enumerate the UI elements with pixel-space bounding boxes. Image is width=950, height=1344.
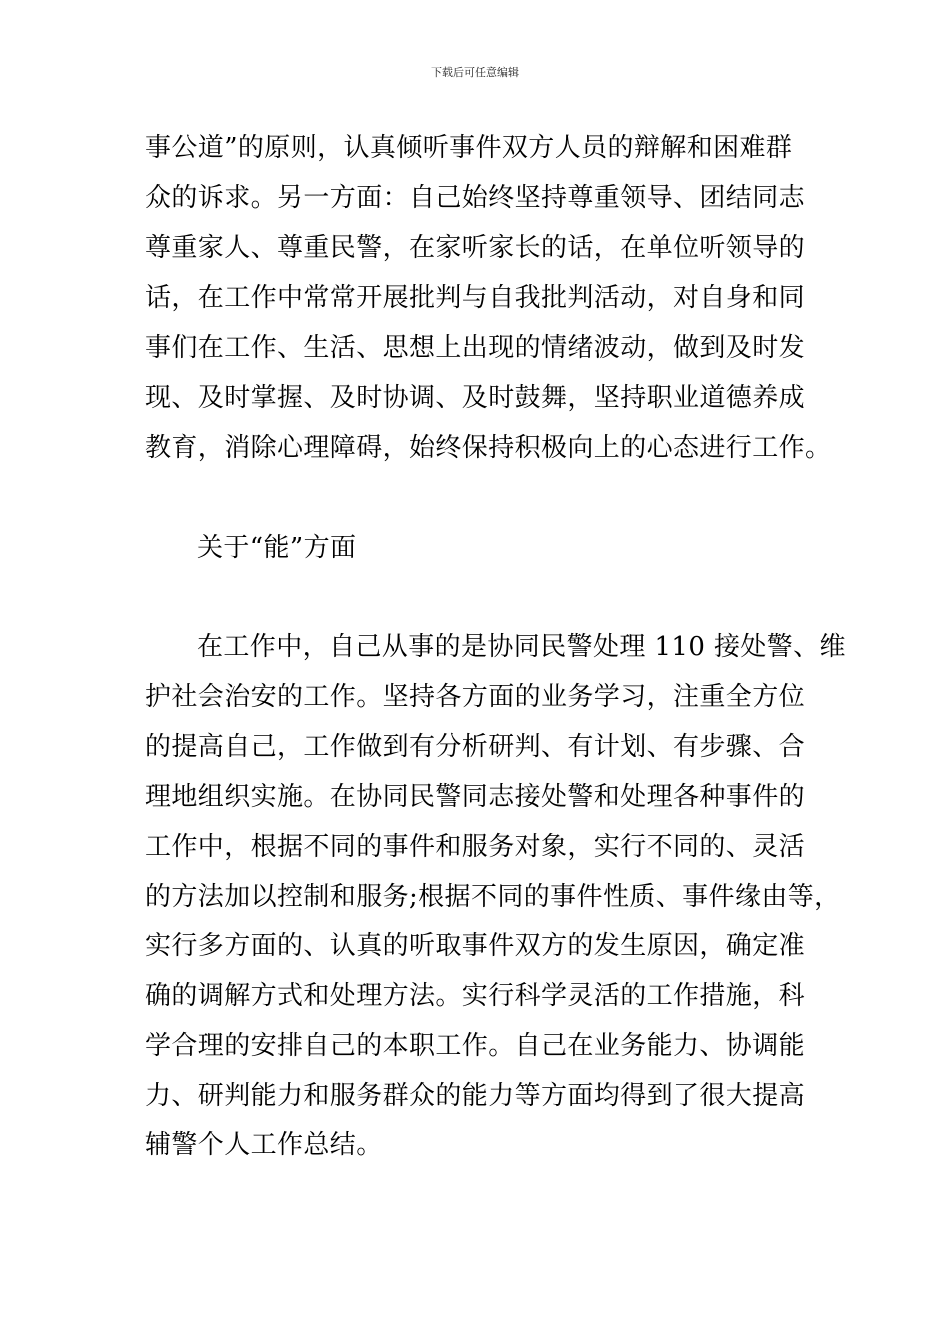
text-line: 学合理的安排自己的本职工作。自己在业务能力、协调能 xyxy=(145,1031,806,1061)
text-line: 确的调解方式和处理方法。实行科学灵活的工作措施，科 xyxy=(145,981,806,1011)
text-line: 尊重家人、尊重民警，在家听家长的话，在单位听领导的 xyxy=(145,233,806,263)
text-line: 现、及时掌握、及时协调、及时鼓舞，坚持职业道德养成 xyxy=(145,383,806,413)
text-line: 护社会治安的工作。坚持各方面的业务学习，注重全方位 xyxy=(145,682,806,712)
text-line: 事公道”的原则，认真倾听事件双方人员的辩解和困难群 xyxy=(145,133,793,163)
text-line: 事们在工作、生活、思想上出现的情绪波动，做到及时发 xyxy=(145,333,806,363)
text-line: 实行多方面的、认真的听取事件双方的发生原因，确定准 xyxy=(145,931,806,961)
section-heading: 关于“能”方面 xyxy=(197,533,357,563)
text-line: 话，在工作中常常开展批判与自我批判活动，对自身和同 xyxy=(145,283,806,313)
text-line: 教育，消除心理障碍，始终保持积极向上的心态进行工作。 xyxy=(145,433,832,463)
text-line: 的提高自己，工作做到有分析研判、有计划、有步骤、合 xyxy=(145,732,806,762)
text-line: 理地组织实施。在协同民警同志接处警和处理各种事件的 xyxy=(145,782,806,812)
text-line: 力、研判能力和服务群众的能力等方面均得到了很大提高 xyxy=(145,1081,806,1111)
text-line: 的方法加以控制和服务;根据不同的事件性质、事件缘由等， xyxy=(145,882,841,912)
text-line: 工作中，根据不同的事件和服务对象，实行不同的、灵活 xyxy=(145,832,806,862)
text-line: 在工作中，自己从事的是协同民警处理 110 接处警、维 xyxy=(197,632,846,662)
text-line: 众的诉求。另一方面：自己始终坚持尊重领导、团结同志 xyxy=(145,183,806,213)
text-line: 辅警个人工作总结。 xyxy=(145,1130,383,1160)
page-header: 下载后可任意编辑 xyxy=(431,66,519,79)
